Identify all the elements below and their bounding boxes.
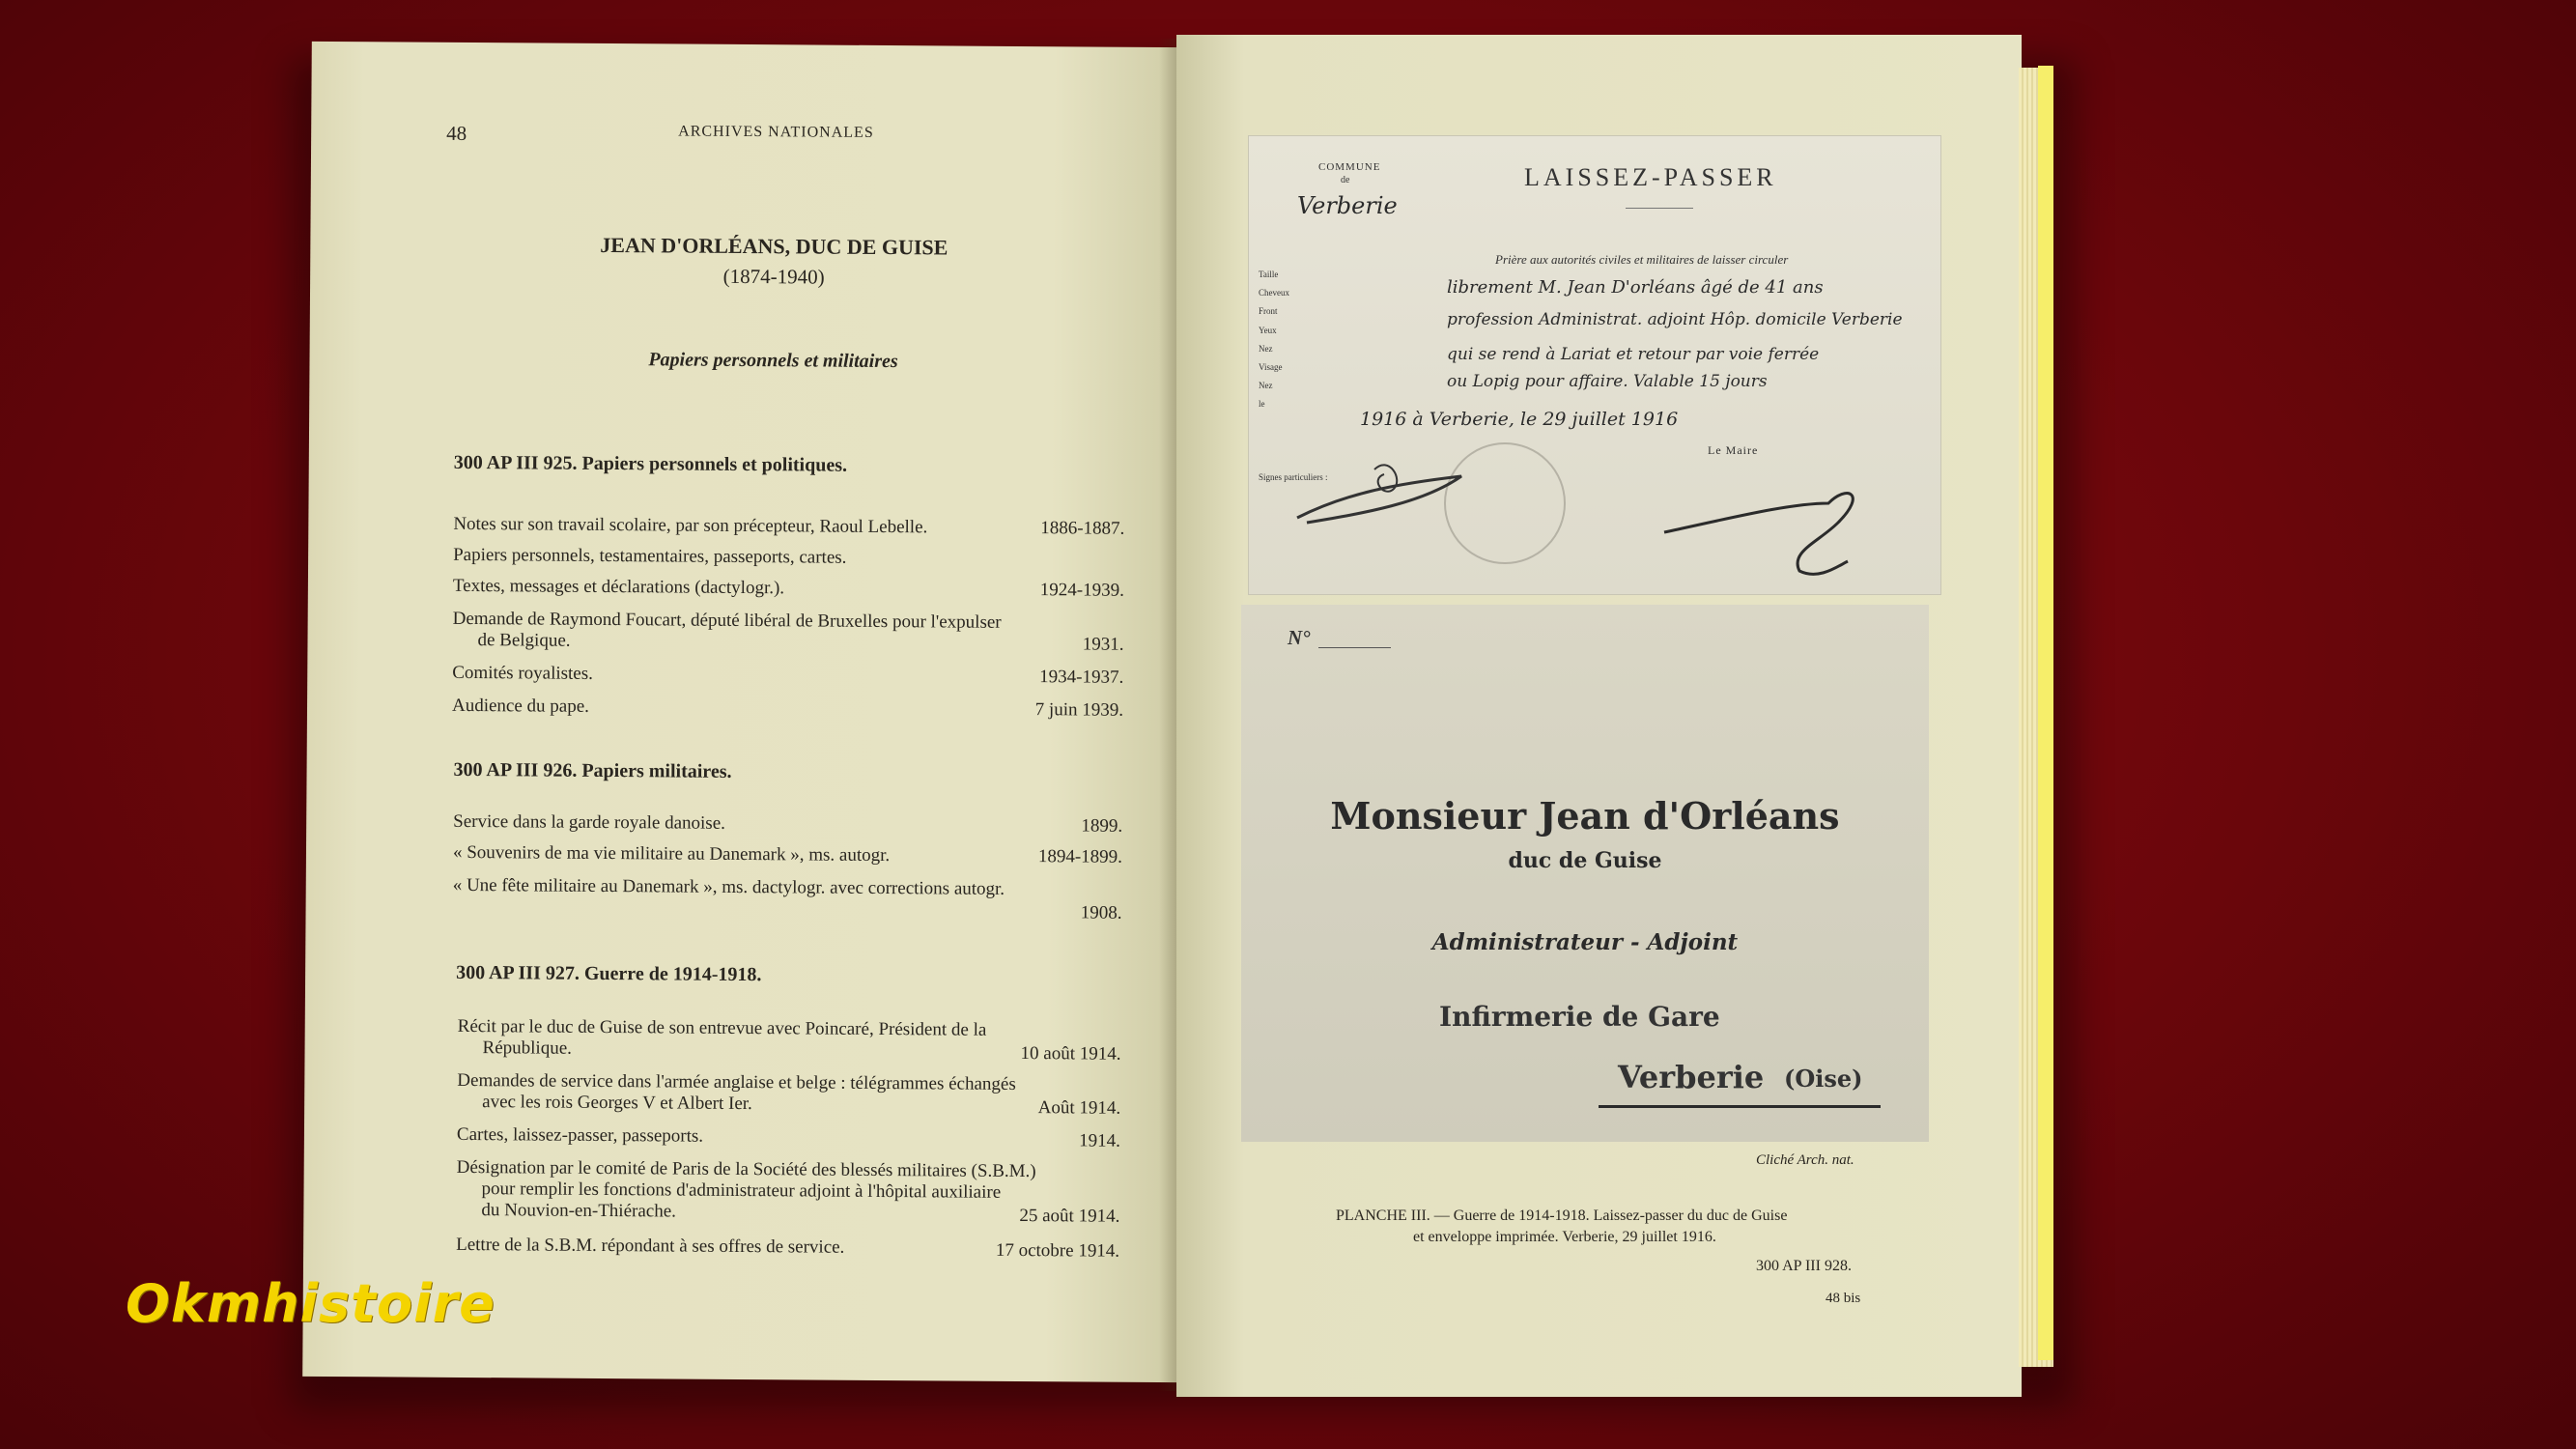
entry-date: 1934-1937. xyxy=(1039,667,1124,688)
side-label: Yeux xyxy=(1259,326,1277,335)
side-label: le xyxy=(1259,399,1265,409)
entry-text: République. xyxy=(482,1037,572,1059)
entry-text: « Une fête militaire au Danemark », ms. dactylogr. avec corrections autogr. xyxy=(452,874,1005,899)
number-rule xyxy=(1318,647,1391,648)
entry-text: de Belgique. xyxy=(477,630,571,651)
addressee-title: duc de Guise xyxy=(1508,848,1662,873)
entry-text: avec les rois Georges V et Albert Ier. xyxy=(482,1092,752,1115)
entry-date: 1914. xyxy=(1079,1130,1120,1151)
pass-line-name: librement M. Jean D'orléans âgé de 41 ans xyxy=(1447,277,1824,298)
entry-date: Août 1914. xyxy=(1037,1097,1121,1119)
entry-text: Notes sur son travail scolaire, par son précepteur, Raoul Lebelle. xyxy=(453,513,928,538)
entry-text: Comités royalistes. xyxy=(452,662,594,684)
entry-text: Papiers personnels, testamentaires, passeports, cartes. xyxy=(453,544,847,568)
plate-reference: 300 AP III 928. xyxy=(1756,1258,1852,1274)
entry-date: 1886-1887. xyxy=(1040,518,1125,539)
subsection-title: Papiers personnels et militaires xyxy=(648,349,898,373)
entry-text: « Souvenirs de ma vie militaire au Danemark », ms. autogr. xyxy=(452,841,891,867)
watermark-logo: Okmhistoire xyxy=(126,1273,495,1334)
section-heading-925: 300 AP III 925. Papiers personnels et politiques. xyxy=(453,451,848,476)
laissez-passer-image xyxy=(1249,136,1940,594)
pass-title: LAISSEZ-PASSER xyxy=(1524,163,1777,191)
commune-de: de xyxy=(1341,175,1350,185)
entry-date: 25 août 1914. xyxy=(1019,1206,1120,1227)
entry-text: Lettre de la S.B.M. répondant à ses offres de service. xyxy=(456,1234,845,1258)
section-heading-927: 300 AP III 927. Guerre de 1914-1918. xyxy=(456,961,762,986)
entry-text: Demande de Raymond Foucart, député libéral de Bruxelles pour l'expulser xyxy=(452,608,1002,633)
entry-text: du Nouvion-en-Thiérache. xyxy=(481,1200,677,1222)
town-underline xyxy=(1599,1105,1881,1108)
side-label: Taille xyxy=(1259,270,1279,279)
entry-text: Audience du pape. xyxy=(451,695,590,717)
entry-text: Service dans la garde royale danoise. xyxy=(453,810,725,834)
addressee-town: Verberie xyxy=(1618,1059,1765,1095)
page-number: 48 xyxy=(446,121,467,145)
entry-date: 1931. xyxy=(1082,634,1124,655)
side-label: Cheveux xyxy=(1259,288,1289,298)
page-title: JEAN D'ORLÉANS, DUC DE GUISE xyxy=(600,232,948,260)
addressee-department: (Oise) xyxy=(1784,1065,1863,1093)
entry-date: 1924-1939. xyxy=(1039,580,1124,601)
entry-date: 1899. xyxy=(1081,815,1123,837)
entry-text: Textes, messages et déclarations (dactylogr.). xyxy=(452,575,785,599)
signature-stamp-drawing xyxy=(1249,136,1940,594)
entry-text: Demandes de service dans l'armée anglaise et belge : télégrammes échangés xyxy=(457,1069,1016,1094)
entry-date: 1908. xyxy=(1080,902,1122,923)
section-heading-926: 300 AP III 926. Papiers militaires. xyxy=(453,758,732,782)
entry-date: 17 octobre 1914. xyxy=(995,1239,1120,1262)
entry-date: 7 juin 1939. xyxy=(1034,699,1124,721)
commune-label: COMMUNE xyxy=(1318,161,1381,173)
entry-text: Cartes, laissez-passer, passeports. xyxy=(456,1123,704,1147)
pass-line-profession: profession Administrat. adjoint Hôp. domicile Verberie xyxy=(1447,310,1903,329)
yellow-page-edge xyxy=(2038,66,2053,1360)
mayor-label: Le Maire xyxy=(1708,443,1759,457)
entry-text: pour remplir les fonctions d'administrateur adjoint à l'hôpital auxiliaire xyxy=(481,1179,1002,1203)
number-label: N° xyxy=(1288,626,1311,649)
addressee-name: Monsieur Jean d'Orléans xyxy=(1330,794,1840,838)
left-page xyxy=(302,42,1186,1382)
pass-line-purpose: ou Lopig pour affaire. Valable 15 jours xyxy=(1447,372,1768,391)
page-number-bis: 48 bis xyxy=(1826,1291,1861,1306)
title-dates: (1874-1940) xyxy=(722,264,825,289)
running-header: ARCHIVES NATIONALES xyxy=(678,123,874,141)
side-label: Nez xyxy=(1259,344,1273,354)
envelope-image xyxy=(1241,605,1929,1142)
right-page xyxy=(1176,35,2022,1397)
photo-credit: Cliché Arch. nat. xyxy=(1756,1152,1854,1168)
entry-date: 10 août 1914. xyxy=(1020,1043,1121,1065)
side-label: Front xyxy=(1259,306,1278,316)
commune-name: Verberie xyxy=(1297,192,1398,219)
entry-text: Récit par le duc de Guise de son entrevue avec Poincaré, Président de la xyxy=(457,1015,987,1040)
addressee-role: Administrateur - Adjoint xyxy=(1431,929,1739,955)
pass-line-date: 1916 à Verberie, le 29 juillet 1916 xyxy=(1360,409,1679,430)
addressee-place: Infirmerie de Gare xyxy=(1439,1001,1720,1033)
plate-caption-line1: PLANCHE III. — Guerre de 1914-1918. Laissez-passer du duc de Guise xyxy=(1336,1208,1788,1224)
plate-caption-line2: et enveloppe imprimée. Verberie, 29 juillet 1916. xyxy=(1413,1229,1716,1245)
pass-line-destination: qui se rend à Lariat et retour par voie ferrée xyxy=(1447,345,1820,364)
side-label: Nez xyxy=(1259,381,1273,390)
side-label: Visage xyxy=(1259,362,1283,372)
entry-text: Désignation par le comité de Paris de la Société des blessés militaires (S.B.M.) xyxy=(456,1156,1036,1182)
pass-intro: Prière aux autorités civiles et militaires de laisser circuler xyxy=(1495,252,1789,267)
signes-label: Signes particuliers : xyxy=(1259,472,1328,482)
entry-date: 1894-1899. xyxy=(1037,846,1123,867)
